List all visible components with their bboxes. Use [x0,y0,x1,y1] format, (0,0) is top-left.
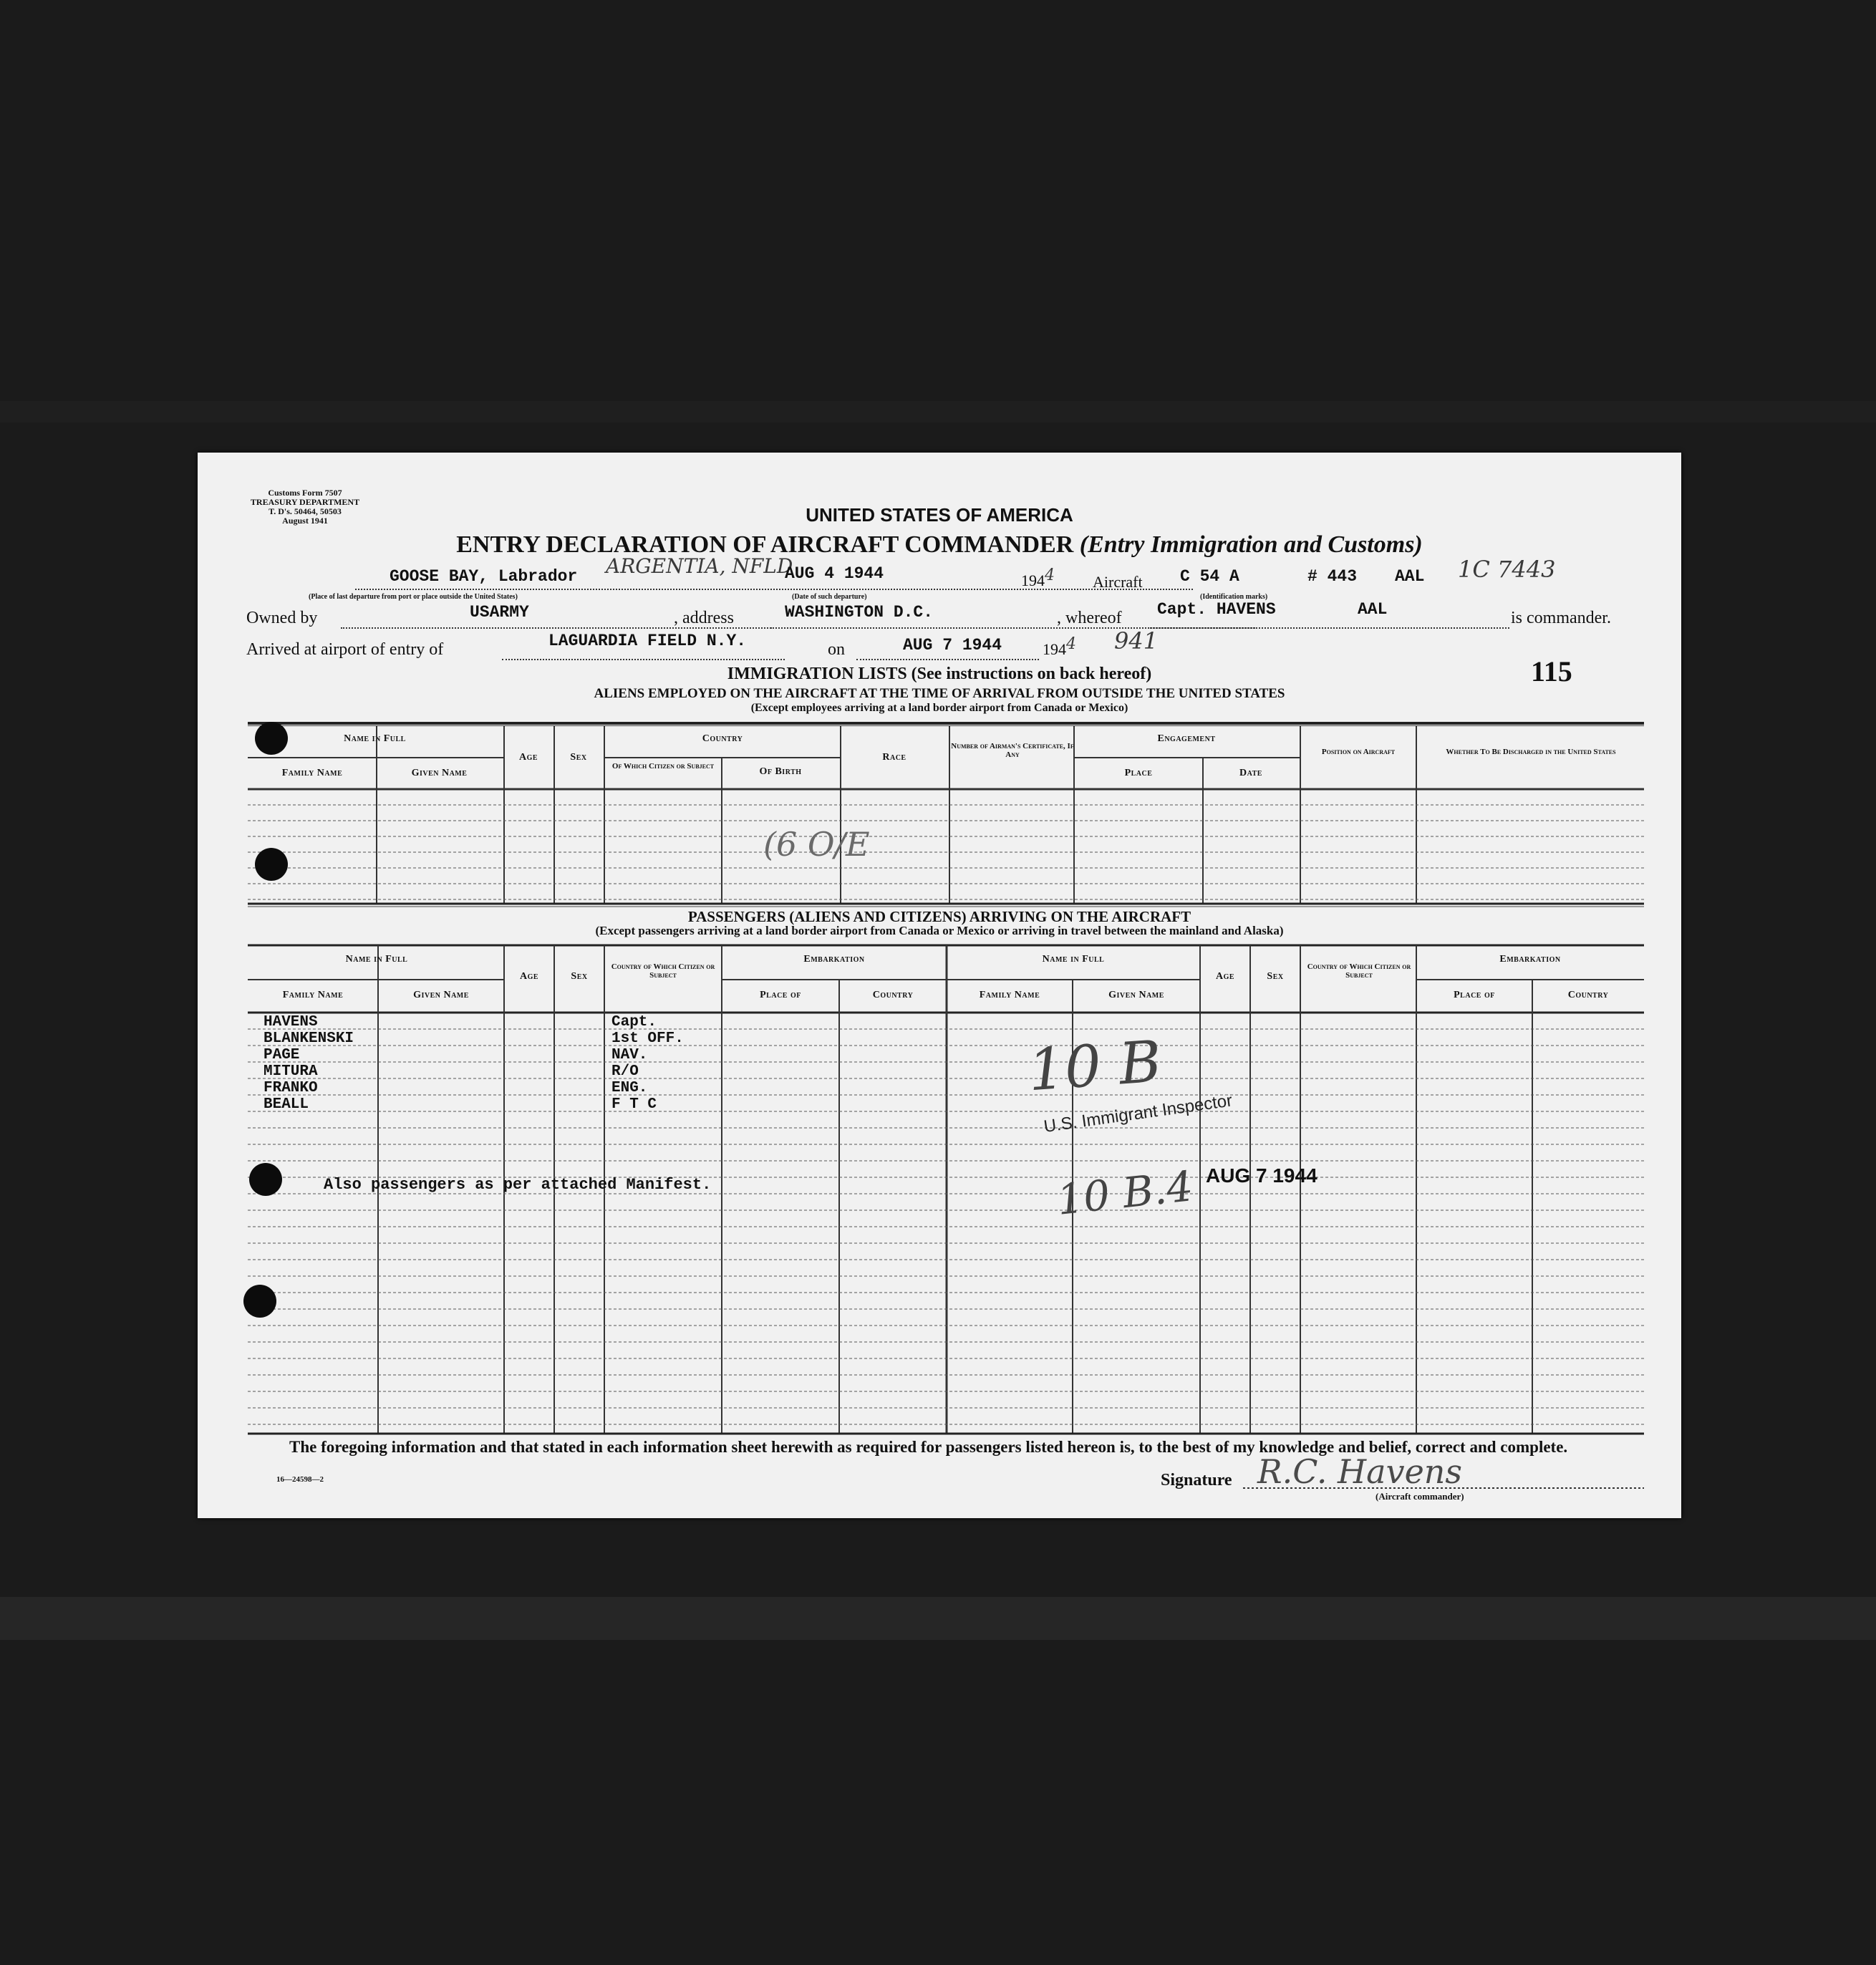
commander-signature: R.C. Havens [1257,1452,1463,1491]
title-main: ENTRY DECLARATION OF AIRCRAFT COMMANDER [456,531,1074,558]
also-passengers-note: Also passengers as per attached Manifest. [324,1176,712,1194]
immigration-sub2: (Except employees arriving at a land border airport from Canada or Mexico) [750,702,1128,714]
departure-date: AUG 4 1944 [785,564,884,583]
print-code: 16—24598—2 [276,1475,324,1484]
pass-col-sex: Sex [571,971,588,982]
crew-col-place: Place [1124,768,1153,778]
passenger-countries [611,1014,684,1113]
address-value: WASHINGTON D.C. [785,603,934,622]
hole-punch [243,1285,276,1318]
table-row: BEALL [263,1096,309,1113]
table-cell: ENG. [611,1080,648,1096]
hole-punch [255,722,288,755]
tds-label: T. D's. 50464, 50503 [269,506,342,516]
table-cell: Capt. [611,1014,657,1030]
country-heading: UNITED STATES OF AMERICA [806,504,1073,526]
table-cell: F T C [611,1096,657,1113]
pass-col-name-in-full: Name in Full [345,954,408,965]
caption-place: (Place of last departure from port or place outside the United States) [309,593,518,601]
crew-col-engagement: Engagement [1157,733,1216,744]
inspector-handwritten-code: 10 B.4 [1054,1162,1196,1225]
departure-place: GOOSE BAY, Labrador [390,567,578,586]
crew-col-family-name: Family Name [281,768,343,778]
pass-col-age-2: Age [1215,971,1235,982]
crew-col-race: Race [882,752,906,763]
entry-declaration-form [198,453,1681,1518]
form-number-label: Customs Form 7507 [268,488,342,498]
pass-col-country: Country [872,990,914,1000]
arrival-handwritten: 941 [1114,627,1159,655]
immigration-heading: IMMIGRATION LISTS (See instructions on back hereof) [727,665,1152,683]
pass-col-given-name: Given Name [413,990,469,1000]
passengers-heading: PASSENGERS (ALIENS AND CITIZENS) ARRIVING ON THE AIRCRAFT [687,908,1191,925]
pass-col-family-name-2: Family Name [979,990,1040,1000]
inspector-signature: 10 B [1025,1028,1164,1104]
department-label: TREASURY DEPARTMENT [250,497,360,507]
aircraft-num: # 443 [1307,567,1358,586]
aircraft-id: C 54 A [1180,567,1239,586]
is-commander-label: is commander. [1511,609,1611,627]
immigration-sub1: ALIENS EMPLOYED ON THE AIRCRAFT AT THE TIME OF ARRIVAL FROM OUTSIDE THE UNITED STATES [594,686,1285,701]
signature-label: Signature [1161,1471,1232,1490]
crew-col-country: Country [702,733,743,744]
on-label: on [828,640,845,659]
arrived-label: Arrived at airport of entry of [246,640,444,659]
pass-col-name-in-full-2: Name in Full [1042,954,1105,965]
caption-ident: (Identification marks) [1200,593,1268,601]
pass-col-country-citizen: Country of Which Citizen or Subject [611,962,715,980]
commander-extra: AAL [1358,600,1388,619]
crew-col-given-name: Given Name [411,768,468,778]
hole-punch [255,848,288,881]
inspector-stamp-date: AUG 7 1944 [1206,1164,1317,1187]
caption-date: (Date of such departure) [792,593,867,601]
year-prefix: 194 [1043,640,1066,658]
passenger-family-names [263,1014,354,1113]
crew-col-sex: Sex [570,752,587,763]
crew-col-discharged: Whether To Be Discharged in the United States [1446,748,1616,756]
table-row: FRANKO [263,1080,318,1096]
pass-col-country-citizen-2: Country of Which Citizen or Subject [1307,962,1411,980]
hole-punch [249,1163,282,1196]
pass-col-place-of: Place of [760,990,801,1000]
pass-col-embarkation-2: Embarkation [1499,954,1561,965]
commander-value: Capt. HAVENS [1157,600,1276,619]
certification-text: The foregoing information and that stated in each information sheet herewith as required for passengers listed hereon is, to the best of my knowledge and belief, correct and complete. [289,1438,1568,1456]
table-row: HAVENS [263,1014,318,1030]
crew-col-position: Position on Aircraft [1321,748,1396,756]
table-row: BLANKENSKI [263,1030,354,1047]
crew-col-birth: Of Birth [759,766,802,777]
aircraft-extra: AAL [1395,567,1425,586]
pass-col-country-2: Country [1567,990,1609,1000]
pass-col-family-name: Family Name [282,990,344,1000]
arrival-date: AUG 7 1944 [903,636,1002,655]
departure-handwritten: ARGENTIA, NFLD [606,554,793,578]
address-label: , address [674,609,734,627]
signature-caption: (Aircraft commander) [1375,1491,1464,1502]
table-cell: R/O [611,1063,639,1080]
year-suffix: 4 [1066,635,1076,653]
form-serial-number: 115 [1531,655,1572,687]
year-suffix: 4 [1045,566,1055,584]
crew-table-grid [198,453,1681,1518]
airport-value: LAGUARDIA FIELD N.Y. [548,632,747,650]
table-cell: 1st OFF. [611,1030,684,1047]
crew-handwritten-mark: (6 O/E [763,825,870,864]
pass-col-embarkation: Embarkation [803,954,865,965]
inspector-stamp-title: U.S. Immigrant Inspector [1043,1091,1234,1137]
table-cell: NAV. [611,1047,648,1063]
pass-col-age: Age [519,971,539,982]
crew-col-citizen: Of Which Citizen or Subject [611,762,715,771]
crew-col-airman-cert: Number of Airman's Certificate, If Any [951,742,1074,759]
aircraft-handwritten: 1C 7443 [1458,556,1556,583]
form-date-label: August 1941 [282,516,328,526]
owned-by-label: Owned by [246,609,318,627]
crew-col-name-in-full: Name in Full [344,733,406,744]
pass-col-sex-2: Sex [1267,971,1284,982]
title-paren: (Entry Immigration and Customs) [1079,531,1423,558]
owner-value: USARMY [470,603,529,622]
pass-col-given-name-2: Given Name [1108,990,1164,1000]
crew-col-age: Age [518,752,538,763]
pass-col-place-of-2: Place of [1454,990,1495,1000]
aircraft-label: Aircraft [1093,573,1143,591]
whereof-label: , whereof [1057,609,1122,627]
year-prefix: 194 [1021,571,1045,589]
passengers-sub: (Except passengers arriving at a land border airport from Canada or Mexico or arriving in travel between the mainland and Alaska) [595,924,1284,937]
table-row: PAGE [263,1047,300,1063]
crew-col-date: Date [1239,768,1262,778]
table-row: MITURA [263,1063,318,1080]
